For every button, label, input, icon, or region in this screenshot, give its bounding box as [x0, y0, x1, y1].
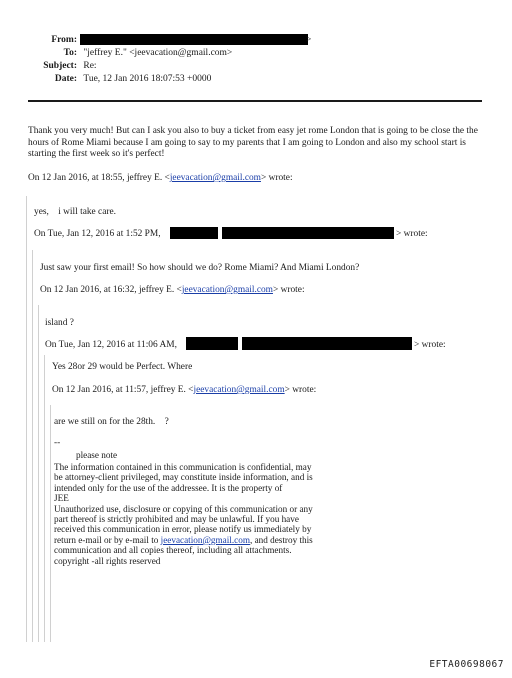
attribution-4-suffix: > wrote:	[414, 340, 446, 350]
redaction-2b	[222, 227, 394, 239]
attribution-4	[45, 340, 177, 352]
signature-note: please note	[76, 450, 118, 460]
message-body-2: Just saw your first email! So how should we do? Rome Miami? And Miami London?	[40, 263, 360, 273]
attribution-2-suffix: > wrote:	[396, 229, 428, 239]
date-value: Tue, 12 Jan 2016 18:07:53 +0000	[83, 74, 212, 84]
disclaimer-text-1: The information contained in this communication is confidential, may be attorney-client privileged, may constitute inside information, and is intended only for the use of the addressee. It is the property of	[54, 462, 313, 493]
reply-2: island ?	[45, 318, 74, 328]
redaction-sender	[80, 34, 308, 45]
attribution-5	[52, 385, 316, 397]
reply-1: yes, i will take care.	[34, 207, 116, 217]
document-id: EFTA00698067	[429, 659, 504, 670]
from-label: From:	[51, 35, 77, 45]
redaction-4b	[242, 337, 412, 350]
email-link-3[interactable]: jeevacation@gmail.com	[181, 285, 273, 295]
message-body-3: Yes 28or 29 would be Perfect. Where	[52, 362, 193, 372]
redaction-4a	[186, 337, 238, 350]
signature-dash: --	[54, 438, 61, 448]
attribution-5-text: On 12 Jan 2016, at 11:57, jeffrey E. <	[52, 385, 194, 395]
attribution-2	[34, 229, 161, 241]
attribution-3-suffix: > wrote:	[272, 285, 305, 295]
subject-label: Subject:	[43, 61, 77, 71]
message-body-1: Thank you very much! But can I ask you also to buy a ticket from easy jet rome London that is going to be close the the hours of Rome Miami because I am going to say to my parents that I am going to London and also my school start is starting the first week so it's perfect!	[28, 126, 478, 160]
date-label: Date:	[54, 74, 77, 84]
date-row	[40, 73, 211, 85]
attribution-3-text: On 12 Jan 2016, at 16:32, jeffrey E. <	[40, 285, 182, 295]
quote-bar-3	[38, 305, 39, 642]
quote-bar-5	[50, 405, 51, 642]
redaction-2a	[170, 227, 218, 239]
attribution-1-suffix: > wrote:	[260, 173, 293, 183]
header-divider	[28, 100, 482, 102]
disclaimer-jee: JEE	[54, 493, 69, 504]
quote-bar-2	[32, 250, 33, 642]
subject-row	[40, 60, 97, 72]
to-value: "jeffrey E." <jeevacation@gmail.com>	[83, 48, 233, 58]
disclaimer-text-2	[54, 504, 314, 566]
attribution-4-text: On Tue, Jan 12, 2016 at 11:06 AM,	[45, 340, 177, 350]
disclaimer-block	[54, 462, 314, 566]
attribution-3	[40, 285, 305, 297]
to-label: To:	[63, 48, 77, 58]
subject-value: Re:	[83, 61, 97, 71]
reply-3: are we still on for the 28th. ?	[54, 417, 169, 427]
attribution-5-suffix: > wrote:	[284, 385, 317, 395]
disclaimer-text-2-body: Unauthorized use, disclosure or copying of this communication or any part thereof is strictly prohibited and may be unlawful. If you have received this communication in error, please notify us immediately by return e-mail or by e-mail to	[54, 503, 313, 545]
quote-bar-1	[26, 196, 27, 642]
email-link-1[interactable]: jeevacation@gmail.com	[169, 173, 261, 183]
attribution-1-text: On 12 Jan 2016, at 18:55, jeffrey E. <	[28, 173, 170, 183]
attribution-2-text: On Tue, Jan 12, 2016 at 1:52 PM,	[34, 229, 161, 239]
quote-bar-4	[44, 355, 45, 642]
from-row	[40, 34, 77, 46]
email-link-sig[interactable]: jeevacation@gmail.com	[160, 534, 250, 545]
from-tail: >	[306, 35, 312, 45]
disclaimer-text-3: , and destroy this communication and all copies thereof, including all attachments. copyright -all rights reserved	[54, 534, 313, 566]
to-row	[40, 47, 232, 59]
attribution-1	[28, 173, 293, 185]
email-link-5[interactable]: jeevacation@gmail.com	[193, 385, 285, 395]
